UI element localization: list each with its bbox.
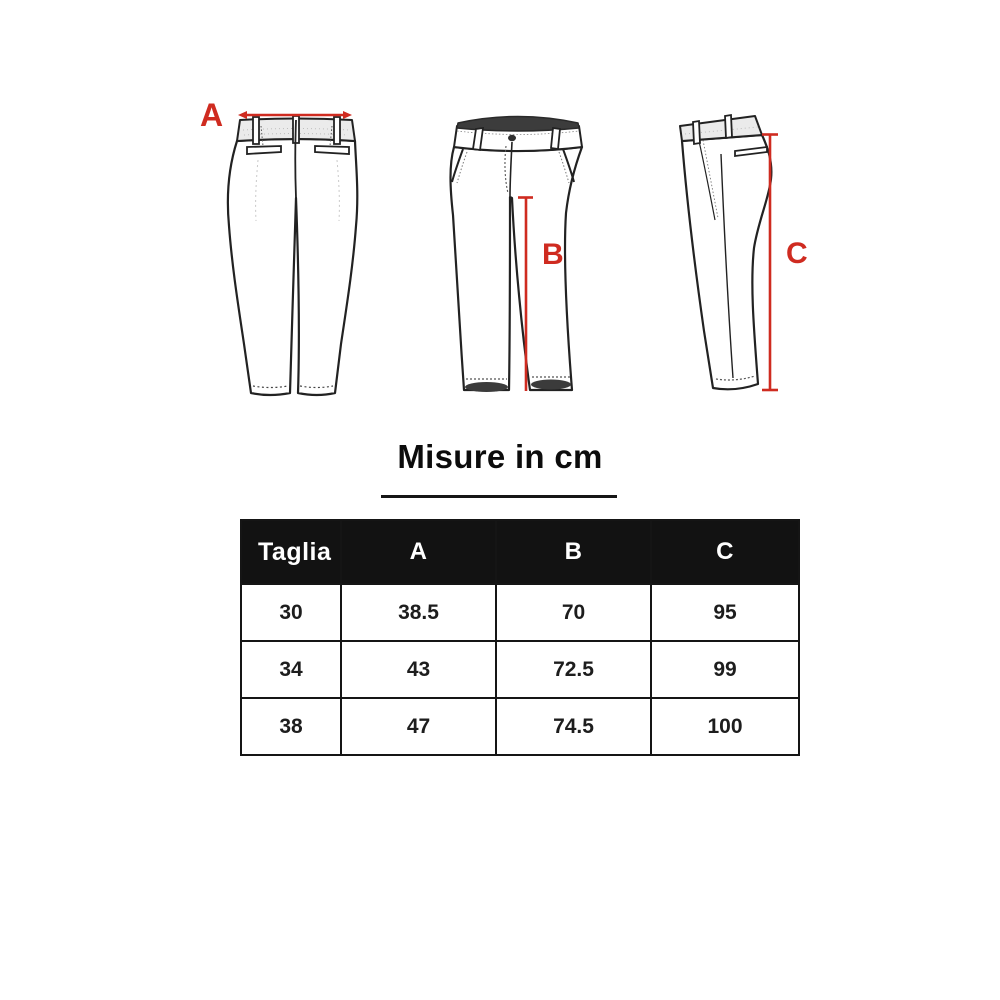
cell-taglia: 34 — [241, 641, 341, 698]
pants-front-view-illustration — [443, 103, 628, 403]
belt-loop — [334, 117, 340, 144]
cell-a: 47 — [341, 698, 496, 755]
title-underline — [381, 495, 617, 498]
column-header-a: A — [341, 520, 496, 584]
measure-label-b: B — [542, 238, 565, 271]
cell-a: 43 — [341, 641, 496, 698]
column-header-c: C — [651, 520, 799, 584]
column-header-b: B — [496, 520, 651, 584]
pants-back-view-illustration — [198, 86, 373, 421]
cell-b: 74.5 — [496, 698, 651, 755]
table-header-row — [241, 520, 799, 584]
waistband-button — [508, 135, 516, 141]
cell-taglia: 38 — [241, 698, 341, 755]
measure-label-a: A — [200, 97, 224, 133]
belt-loop — [253, 117, 259, 144]
belt-loop — [693, 121, 700, 144]
back-pocket — [247, 146, 281, 154]
measure-label-c: C — [786, 237, 809, 270]
size-table — [240, 519, 800, 756]
table-row-size-38 — [241, 698, 799, 755]
back-pocket — [315, 146, 349, 154]
column-header-taglia: Taglia — [241, 520, 341, 584]
belt-loop — [551, 128, 560, 149]
cell-taglia: 30 — [241, 584, 341, 641]
page-title: Misure in cm — [397, 438, 603, 475]
belt-loop — [725, 115, 732, 138]
cell-c: 99 — [651, 641, 799, 698]
table-row-size-30 — [241, 584, 799, 641]
cell-b: 70 — [496, 584, 651, 641]
cell-a: 38.5 — [341, 584, 496, 641]
cell-c: 95 — [651, 584, 799, 641]
cell-b: 72.5 — [496, 641, 651, 698]
cell-c: 100 — [651, 698, 799, 755]
table-row-size-34 — [241, 641, 799, 698]
size-table-container — [240, 519, 800, 756]
